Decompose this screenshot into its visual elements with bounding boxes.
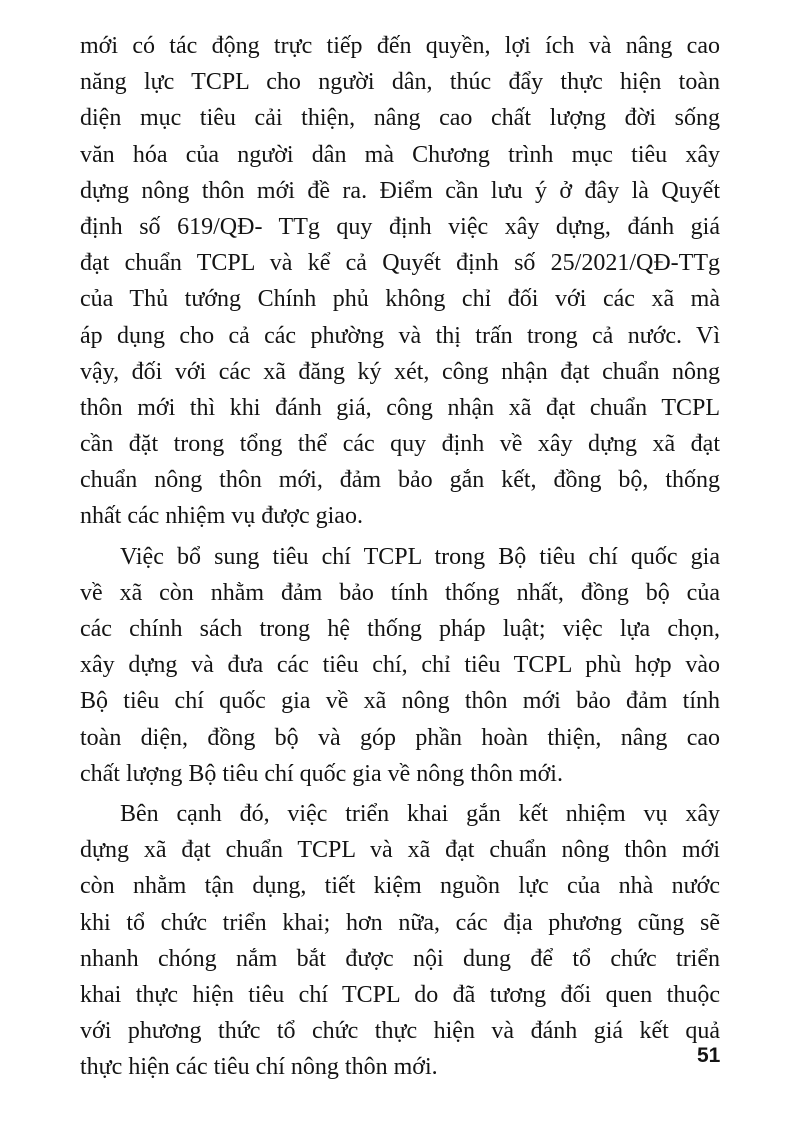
text-line: đạt chuẩn TCPL và kể cả Quyết định số 25/2021/QĐ-TTg [80, 250, 720, 277]
text-line: nhanh chóng nắm bắt được nội dung để tổ chức triển [80, 945, 720, 972]
paragraph [80, 28, 720, 535]
paragraph [80, 796, 720, 1086]
text-line: thực hiện các tiêu chí nông thôn mới. [80, 1054, 438, 1081]
text-line: các chính sách trong hệ thống pháp luật; việc lựa chọn, [80, 616, 720, 642]
text-line: nhất các nhiệm vụ được giao. [80, 503, 363, 530]
text-line: xây dựng và đưa các tiêu chí, chỉ tiêu TCPL phù hợp vào [80, 652, 720, 679]
text-line: vậy, đối với các xã đăng ký xét, công nhận đạt chuẩn nông [80, 358, 720, 385]
text-line: với phương thức tổ chức thực hiện và đánh giá kết quả [80, 1018, 720, 1045]
page-body [80, 28, 720, 1089]
text-line: dựng nông thôn mới đề ra. Điểm cần lưu ý ở đây là Quyết [80, 177, 720, 204]
text-line: chuẩn nông thôn mới, đảm bảo gắn kết, đồng bộ, thống [80, 467, 720, 494]
text-line: còn nhằm tận dụng, tiết kiệm nguồn lực của nhà nước [80, 873, 720, 900]
text-line: văn hóa của người dân mà Chương trình mục tiêu xây [80, 141, 720, 168]
text-line: Bộ tiêu chí quốc gia về xã nông thôn mới bảo đảm tính [80, 688, 720, 715]
text-line: Bên cạnh đó, việc triển khai gắn kết nhiệm vụ xây [120, 800, 720, 827]
text-line: của Thủ tướng Chính phủ không chỉ đối với các xã mà [80, 286, 720, 313]
text-line: thôn mới thì khi đánh giá, công nhận xã đạt chuẩn TCPL [80, 394, 720, 421]
text-line: định số 619/QĐ- TTg quy định việc xây dựng, đánh giá [80, 213, 720, 240]
page-number: 51 [697, 1044, 721, 1067]
text-line: khi tổ chức triển khai; hơn nữa, các địa phương cũng sẽ [80, 909, 720, 936]
text-line: dựng xã đạt chuẩn TCPL và xã đạt chuẩn nông thôn mới [80, 837, 720, 864]
text-line: năng lực TCPL cho người dân, thúc đẩy thực hiện toàn [80, 69, 720, 96]
text-line: toàn diện, đồng bộ và góp phần hoàn thiện, nâng cao [80, 724, 720, 751]
text-line: áp dụng cho cả các phường và thị trấn trong cả nước. Vì [80, 322, 720, 349]
text-line: khai thực hiện tiêu chí TCPL do đã tương đối quen thuộc [80, 981, 720, 1008]
text-line: chất lượng Bộ tiêu chí quốc gia về nông thôn mới. [80, 760, 563, 787]
text-line: diện mục tiêu cải thiện, nâng cao chất lượng đời sống [80, 105, 720, 132]
text-line: về xã còn nhằm đảm bảo tính thống nhất, đồng bộ của [80, 579, 720, 606]
text-line: cần đặt trong tổng thể các quy định về xây dựng xã đạt [80, 431, 720, 458]
text-line: Việc bổ sung tiêu chí TCPL trong Bộ tiêu chí quốc gia [120, 543, 720, 570]
text-line: mới có tác động trực tiếp đến quyền, lợi ích và nâng cao [80, 33, 720, 59]
paragraph [80, 539, 720, 792]
